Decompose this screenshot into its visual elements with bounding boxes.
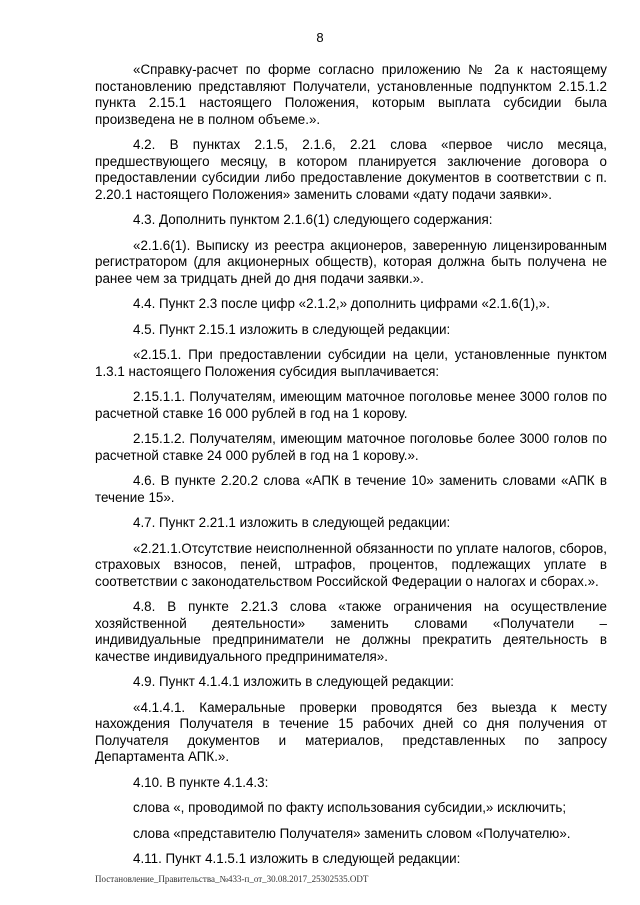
paragraph: «Справку-расчет по форме согласно приложению № 2а к настоящему постановлению представляют Получатели, установленные подпунктом 2.15.1.2 пункта 2.15.1 настоящего Положения, которым выплата субсидии была произведена не в полном объеме.». [95, 62, 607, 127]
paragraph: 4.10. В пункте 4.1.4.3: [133, 774, 269, 790]
paragraph: «4.1.4.1. Камеральные проверки проводятся без выезда к месту нахождения Получателя в течение 15 рабочих дней со дня получения от Получателя документов и материалов, представленных по запросу Департамента АПК.». [95, 699, 607, 764]
paragraph: «2.15.1. При предоставлении субсидии на цели, установленные пунктом 1.3.1 настоящего Положения субсидия выплачивается: [95, 347, 607, 379]
paragraph: 4.8. В пункте 2.21.3 слова «также ограничения на осуществление хозяйственной деятельности» заменить словами «Получатели – индивидуальные предприниматели не должны прекратить деятельность в качестве индивидуального предпринимателя». [95, 599, 607, 664]
page-number: 8 [316, 30, 324, 45]
paragraph: 4.9. Пункт 4.1.4.1 изложить в следующей редакции: [133, 674, 454, 689]
paragraph: «2.21.1.Отсутствие неисполненной обязанности по уплате налогов, сборов, страховых взносов, пеней, штрафов, процентов, подлежащих уплате в соответствии с законодательством Российской Федерации о налогах и сборах.». [95, 540, 607, 589]
paragraph: 4.5. Пункт 2.15.1 изложить в следующей редакции: [133, 321, 451, 337]
paragraph: 4.2. В пунктах 2.1.5, 2.1.6, 2.21 слова «первое число месяца, предшествующего месяцу, в котором планируется заключение договора о предоставлении субсидии либо предоставление документов в соответствии с п. 2.20.1 настоящего Положения» заменить словами «дату подачи заявки». [95, 137, 607, 202]
paragraph: 4.4. Пункт 2.3 после цифр «2.1.2,» дополнить цифрами «2.1.6(1),». [133, 296, 550, 311]
paragraph: 4.11. Пункт 4.1.5.1 изложить в следующей редакции: [133, 851, 461, 866]
document-body [95, 62, 607, 877]
paragraph: 2.15.1.1. Получателям, имеющим маточное поголовье менее 3000 голов по расчетной ставке 16 000 рублей в год на 1 корову. [95, 389, 607, 421]
paragraph: 4.3. Дополнить пунктом 2.1.6(1) следующего содержания: [133, 212, 493, 227]
document-footer: Постановление_Правительства_№433-п_от_30.08.2017_25302535.ODT [95, 874, 369, 884]
paragraph: 2.15.1.2. Получателям, имеющим маточное поголовье более 3000 голов по расчетной ставке 24 000 рублей в год на 1 корову.». [95, 431, 607, 463]
paragraph: «2.1.6(1). Выписку из реестра акционеров, заверенную лицензированным регистратором (для акционерных обществ), которая должна быть получена не ранее чем за тридцать дней до дня подачи заявки.». [95, 237, 607, 286]
paragraph: 4.6. В пункте 2.20.2 слова «АПК в течение 10» заменить словами «АПК в течение 15». [95, 473, 607, 505]
paragraph: слова «представителю Получателя» заменить словом «Получателю». [133, 825, 571, 841]
paragraph: 4.7. Пункт 2.21.1 изложить в следующей редакции: [133, 515, 451, 530]
paragraph: слова «, проводимой по факту использования субсидии,» исключить; [133, 800, 567, 815]
